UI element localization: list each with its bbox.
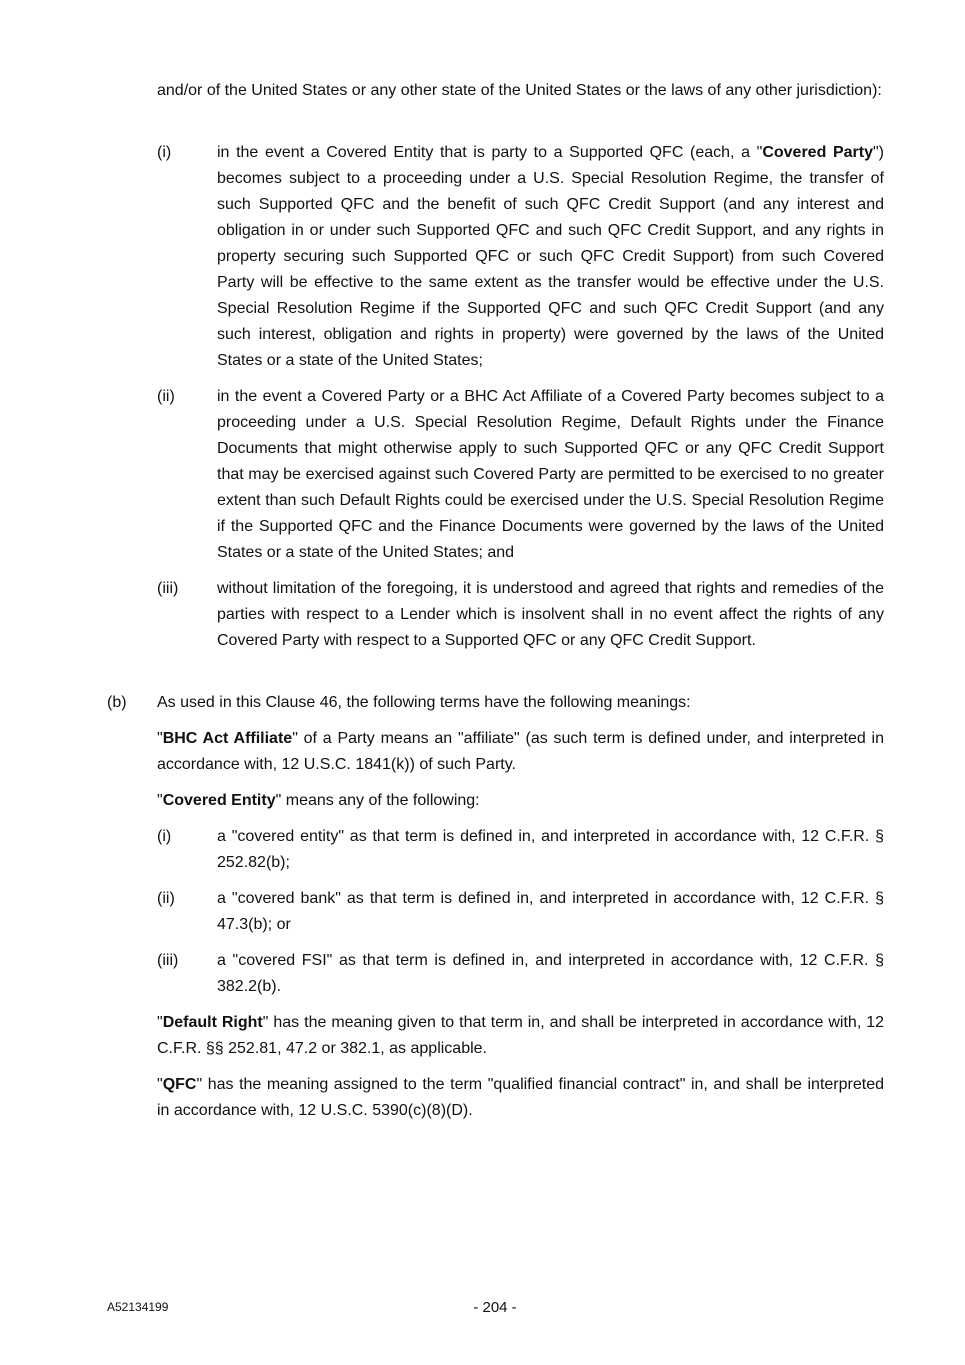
definition-term: Covered Entity <box>162 792 276 809</box>
item-a-3-number: (iii) <box>157 580 179 597</box>
item-b-3-number: (iii) <box>157 952 179 969</box>
item-b-2-number: (ii) <box>157 890 175 907</box>
definition-text: " means any of the following: <box>275 792 480 809</box>
item-a-2-text: in the event a Covered Party or a BHC Act Affiliate of a Covered Party becomes subject to a proceeding under a U.S. Special Resolution Regime, Default Rights under the Finance Documents that might otherwise apply to such Supported QFC or any QFC Credit Support that may be exercised against such Covered Party are permitted to be exercised to no greater extent than such Default Rights could be exercised under the U.S. Special Resolution Regime if the Supported QFC and the Finance Documents were governed by the laws of the United States or a state of the United States; and <box>217 388 884 561</box>
definition-term: Default Right <box>162 1014 263 1031</box>
definition-covered-entity <box>157 788 884 814</box>
item-a-1-post: ") becomes subject to a proceeding under a U.S. Special Resolution Regime, the transfer of such Supported QFC and the benefit of such QFC Credit Support (and any interest and obligation in or under such Supported QFC and such QFC Credit Support, and any rights in property securing such Supported QFC or such QFC Credit Support) from such Covered Party will be effective to the same extent as the transfer would be effective under the U.S. Special Resolution Regime if the Supported QFC and such QFC Credit Support (and any such interest, obligation and rights in property) were governed by the laws of the United States or a state of the United States; <box>217 144 884 369</box>
definition-quote: " <box>157 1014 163 1031</box>
page-number: - 204 - <box>473 1299 517 1316</box>
definition-text: " has the meaning given to that term in, and shall be interpreted in accordance with, 12 C.F.R. §§ 252.81, 47.2 or 382.1, as applicable. <box>157 1014 885 1057</box>
definition-text: " of a Party means an "affiliate" (as such term is defined under, and interpreted in accordance with, 12 U.S.C. 1841(k)) of such Party. <box>157 730 884 773</box>
document-id: A52134199 <box>107 1300 169 1314</box>
intro-paragraph: and/or of the United States or any other state of the United States or the laws of any other jurisdiction): <box>157 82 882 99</box>
item-a-1-number: (i) <box>157 144 172 161</box>
item-a-1-term: Covered Party <box>762 144 873 161</box>
item-a-1-text <box>217 140 884 374</box>
definition-bhc-act-affiliate <box>157 726 884 778</box>
item-b-1-text: a "covered entity" as that term is defined in, and interpreted in accordance with, 12 C.F.R. § 252.82(b); <box>217 828 884 871</box>
definition-quote: " <box>157 1076 163 1093</box>
clause-b-text: As used in this Clause 46, the following terms have the following meanings: <box>157 694 691 711</box>
definition-term: BHC Act Affiliate <box>162 730 293 747</box>
item-a-1-pre: in the event a Covered Entity that is party to a Supported QFC (each, a " <box>217 144 763 161</box>
definition-quote: " <box>157 792 163 809</box>
definition-default-right <box>157 1010 884 1062</box>
item-b-1-number: (i) <box>157 828 172 845</box>
item-b-3-text: a "covered FSI" as that term is defined in, and interpreted in accordance with, 12 C.F.R. § 382.2(b). <box>217 952 884 995</box>
item-a-2-number: (ii) <box>157 388 175 405</box>
item-b-2-text: a "covered bank" as that term is defined in, and interpreted in accordance with, 12 C.F.R. § 47.3(b); or <box>217 890 884 933</box>
item-a-3-text: without limitation of the foregoing, it is understood and agreed that rights and remedies of the parties with respect to a Lender which is insolvent shall in no event affect the rights of any Covered Party with respect to a Supported QFC or any QFC Credit Support. <box>217 580 884 649</box>
definition-term: QFC <box>162 1076 197 1093</box>
clause-b-number: (b) <box>107 694 127 711</box>
definition-text: " has the meaning assigned to the term "qualified financial contract" in, and shall be interpreted in accordance with, 12 U.S.C. 5390(c)(8)(D). <box>157 1076 884 1119</box>
definition-quote: " <box>157 730 163 747</box>
definition-qfc <box>157 1072 884 1124</box>
